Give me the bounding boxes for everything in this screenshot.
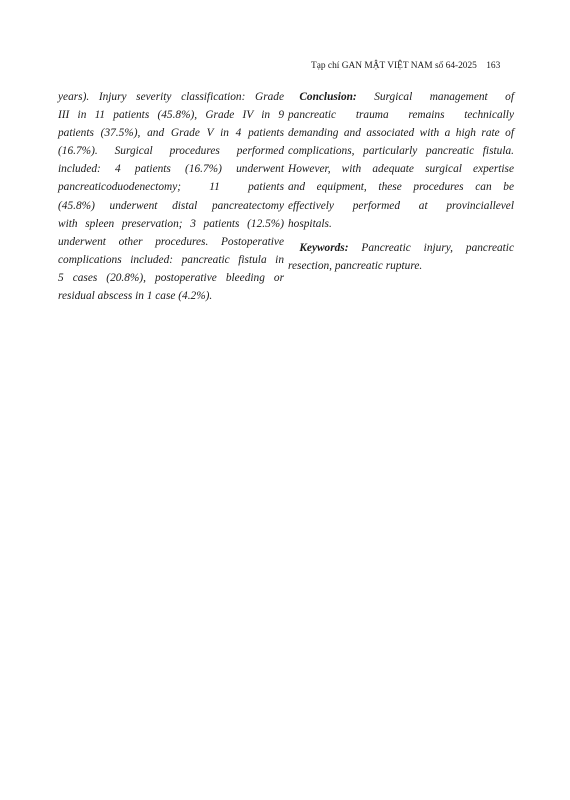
text-line: pancreaticoduodenectomy; 11 patients	[58, 181, 284, 194]
keywords-text: Pancreatic injury, pancreatic	[361, 241, 514, 254]
left-column	[58, 88, 284, 305]
conclusion-text: Surgical management of	[374, 91, 515, 103]
page-number: 163	[486, 61, 501, 71]
text-line: effectively performed at provinciallevel	[288, 199, 514, 212]
text-line: (16.7%). Surgical procedures performed	[58, 145, 284, 158]
text-line: 5 cases (20.8%), postoperative bleeding or	[58, 271, 284, 284]
text-line: underwent other procedures. Postoperative	[58, 235, 284, 248]
journal-title: Tạp chí GAN MẬT VIỆT NAM số 64-2025	[311, 61, 477, 71]
conclusion-first-line	[288, 88, 514, 106]
text-line: residual abscess in 1 case (4.2%).	[58, 290, 213, 303]
text-line: pancreatic trauma remains technically	[288, 109, 514, 122]
text-line: patients (37.5%), and Grade V in 4 patients	[58, 127, 284, 140]
keywords-label: Keywords:	[299, 241, 349, 254]
text-line: demanding and associated with a high rate of	[288, 127, 514, 140]
text-line: III in 11 patients (45.8%), Grade IV in 9	[58, 109, 284, 122]
running-header	[311, 60, 507, 72]
keywords-text-line: resection, pancreatic rupture.	[288, 259, 423, 272]
conclusion-label: Conclusion:	[299, 91, 357, 103]
keywords-first-line	[288, 239, 514, 257]
text-line: and equipment, these procedures can be	[288, 181, 514, 194]
text-line: years). Injury severity classification: Grade	[58, 91, 284, 103]
text-line: However, with adequate surgical expertise	[288, 163, 514, 176]
text-line: complications included: pancreatic fistula in	[58, 253, 284, 266]
text-line: included: 4 patients (16.7%) underwent	[58, 163, 284, 176]
text-line: complications, particularly pancreatic fistula.	[288, 145, 514, 158]
right-column	[288, 88, 514, 275]
text-line: hospitals.	[288, 217, 332, 230]
text-line: (45.8%) underwent distal pancreatectomy	[58, 199, 284, 212]
text-line: with spleen preservation; 3 patients (12.5%)	[58, 217, 284, 230]
